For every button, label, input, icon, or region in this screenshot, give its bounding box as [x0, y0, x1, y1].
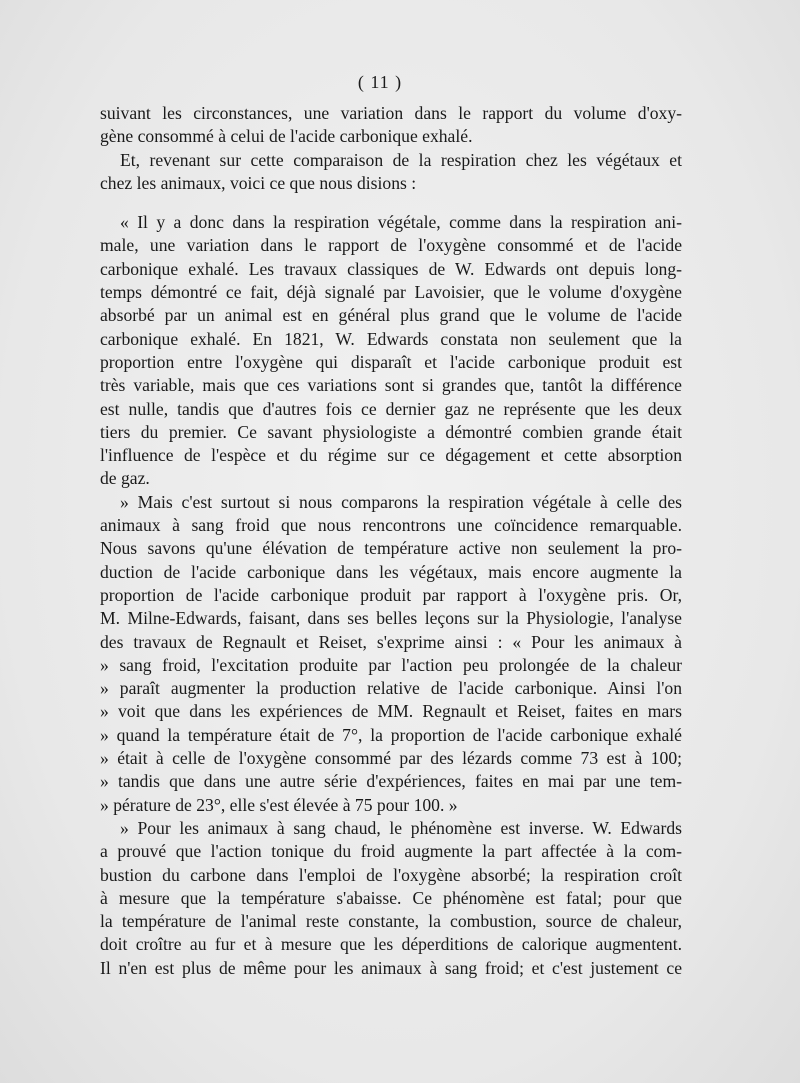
text-line: bustion du carbone dans l'emploi de l'oxygène absorbé; la respiration croît [100, 864, 682, 885]
text-line: des travaux de Regnault et Reiset, s'exprime ainsi : « Pour les animaux à [100, 631, 682, 652]
text-line: » Mais c'est surtout si nous comparons la respiration végétale à celle des [120, 491, 682, 512]
text-line: proportion entre l'oxygène qui disparaît et l'acide carbonique produit est [100, 351, 682, 372]
text-line: carbonique exhalé. En 1821, W. Edwards constata non seulement que la [100, 328, 682, 349]
page-number: ( 11 ) [357, 72, 403, 92]
text-line: proportion de l'acide carbonique produit par rapport à l'oxygène pris. Or, [100, 584, 682, 605]
text-line: l'influence de l'espèce et du régime sur ce dégagement et cette absorption [100, 445, 682, 466]
text-line: carbonique exhalé. Les travaux classiques de W. Edwards ont depuis long- [100, 258, 682, 279]
text-line: » était à celle de l'oxygène consommé par des lézards comme 73 est à 100; [100, 748, 682, 769]
text-line: » sang froid, l'excitation produite par l'action peu prolongée de la chaleur [100, 654, 682, 675]
text-line: de gaz. [100, 468, 150, 489]
text-line: chez les animaux, voici ce que nous disions : [100, 172, 417, 193]
text-line: à mesure que la température s'abaisse. Ce phénomène est fatal; pour que [100, 887, 682, 908]
text-line: absorbé par un animal est en général plus grand que le volume de l'acide [100, 305, 682, 326]
text-line: est nulle, tandis que d'autres fois ce dernier gaz ne représente que les deux [100, 398, 682, 419]
text-line: Nous savons qu'une élévation de température active non seulement la pro- [100, 538, 682, 559]
text-line: temps démontré ce fait, déjà signalé par Lavoisier, que le volume d'oxygène [100, 282, 682, 303]
text-line: Il n'en est plus de même pour les animaux à sang froid; et c'est justement ce [100, 957, 682, 978]
text-line: » paraît augmenter la production relative de l'acide carbonique. Ainsi l'on [100, 678, 682, 699]
text-line: M. Milne-Edwards, faisant, dans ses belles leçons sur la Physiologie, l'analyse [100, 608, 682, 629]
text-line: » voit que dans les expériences de MM. Regnault et Reiset, faites en mars [100, 701, 682, 722]
body-text [100, 102, 682, 980]
text-line: très variable, mais que ces variations sont si grandes que, tantôt la différence [100, 375, 682, 396]
text-line: Et, revenant sur cette comparaison de la respiration chez les végétaux et [120, 149, 682, 170]
text-line: » pérature de 23°, elle s'est élevée à 75 pour 100. » [100, 794, 458, 815]
text-line: la température de l'animal reste constante, la combustion, source de chaleur, [100, 911, 682, 932]
text-line: a prouvé que l'action tonique du froid augmente la part affectée à la com- [100, 841, 682, 862]
text-line: doit croître au fur et à mesure que les déperditions de calorique augmentent. [100, 934, 682, 955]
text-line: tiers du premier. Ce savant physiologiste a démontré combien grande était [100, 421, 682, 442]
text-line: » Pour les animaux à sang chaud, le phénomène est inverse. W. Edwards [120, 817, 682, 838]
text-line: male, une variation dans le rapport de l'oxygène consommé et de l'acide [100, 235, 682, 256]
text-line: duction de l'acide carbonique dans les végétaux, mais encore augmente la [100, 561, 682, 582]
text-line: » quand la température était de 7°, la proportion de l'acide carbonique exhalé [100, 724, 682, 745]
text-line: » tandis que dans une autre série d'expériences, faites en mai par une tem- [100, 771, 682, 792]
text-line: animaux à sang froid que nous rencontrons une coïncidence remarquable. [100, 515, 682, 536]
text-line: gène consommé à celui de l'acide carbonique exhalé. [100, 126, 473, 147]
text-line: « Il y a donc dans la respiration végétale, comme dans la respiration ani- [120, 212, 682, 233]
text-line: suivant les circonstances, une variation dans le rapport du volume d'oxy- [100, 103, 682, 123]
